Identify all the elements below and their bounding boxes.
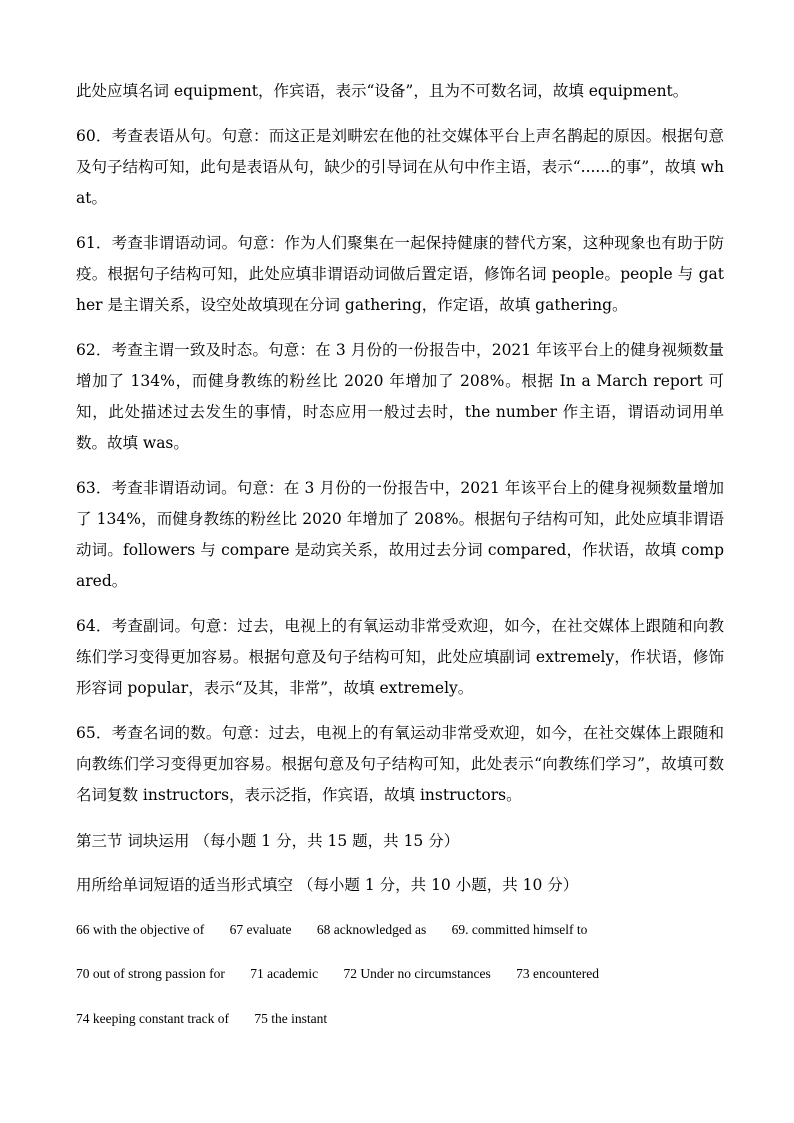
answer-row	[76, 920, 736, 940]
paragraph-64: 64．考查副词。句意：过去，电视上的有氧运动非常受欢迎，如今，在社交媒体上跟随和向教练们学习变得更加容易。根据句意及句子结构可知，此处应填副词 extremely，作状语，修饰形容词 popular，表示“及其，非常”，故填 extremely。	[76, 617, 724, 697]
answer-74: 74 keeping constant track of	[76, 1011, 229, 1026]
paragraph-59-tail: 此处应填名词 equipment，作宾语，表示“设备”，且为不可数名词，故填 equipment。	[76, 82, 689, 100]
paragraph-65: 65．考查名词的数。句意：过去，电视上的有氧运动非常受欢迎，如今，在社交媒体上跟随和向教练们学习变得更加容易。根据句意及句子结构可知，此处表示“向教练们学习”，故填可数名词复数 instructors，表示泛指，作宾语，故填 instructors。	[76, 724, 724, 804]
answer-73: 73 encountered	[516, 966, 600, 981]
answer-67: 67 evaluate	[229, 922, 292, 937]
answer-68: 68 acknowledged as	[316, 922, 427, 937]
paragraph-62: 62．考查主谓一致及时态。句意：在 3 月份的一份报告中，2021 年该平台上的健身视频数量增加了 134%，而健身教练的粉丝比 2020 年增加了 208%。根据 In a March report 可知，此处描述过去发生的事情，时态应用一般过去时，the number 作主语，谓语动词用单数。故填 was。	[76, 341, 724, 452]
answer-row	[76, 1009, 736, 1029]
answer-66: 66 with the objective of	[76, 922, 205, 937]
paragraph-63: 63．考查非谓语动词。句意：在 3 月份的一份报告中，2021 年该平台上的健身视频数量增加了 134%，而健身教练的粉丝比 2020 年增加了 208%。根据句子结构可知，此处应填非谓语动词。followers 与 compare 是动宾关系，故用过去分词 compared，作状语，故填 compared。	[76, 479, 724, 590]
answer-69: 69. committed himself to	[451, 922, 588, 937]
section-instruction: 用所给单词短语的适当形式填空 （每小题 1 分，共 10 小题，共 10 分）	[76, 876, 579, 894]
answer-row	[76, 964, 736, 984]
answer-75: 75 the instant	[254, 1011, 328, 1026]
answer-70: 70 out of strong passion for	[76, 966, 225, 981]
answer-72: 72 Under no circumstances	[343, 966, 491, 981]
paragraph-61: 61．考查非谓语动词。句意：作为人们聚集在一起保持健康的替代方案，这种现象也有助于防疫。根据句子结构可知，此处应填非谓语动词做后置定语，修饰名词 people。people 与 gather 是主谓关系，设空处故填现在分词 gathering，作定语，故填 gathering。	[76, 234, 724, 314]
answer-71: 71 academic	[250, 966, 319, 981]
paragraph-60: 60．考查表语从句。句意：而这正是刘畊宏在他的社交媒体平台上声名鹊起的原因。根据句意及句子结构可知，此句是表语从句，缺少的引导词在从句中作主语，表示“......的事”，故填 what。	[76, 127, 724, 207]
section-title: 第三节 词块运用 （每小题 1 分，共 15 题，共 15 分）	[76, 832, 460, 850]
